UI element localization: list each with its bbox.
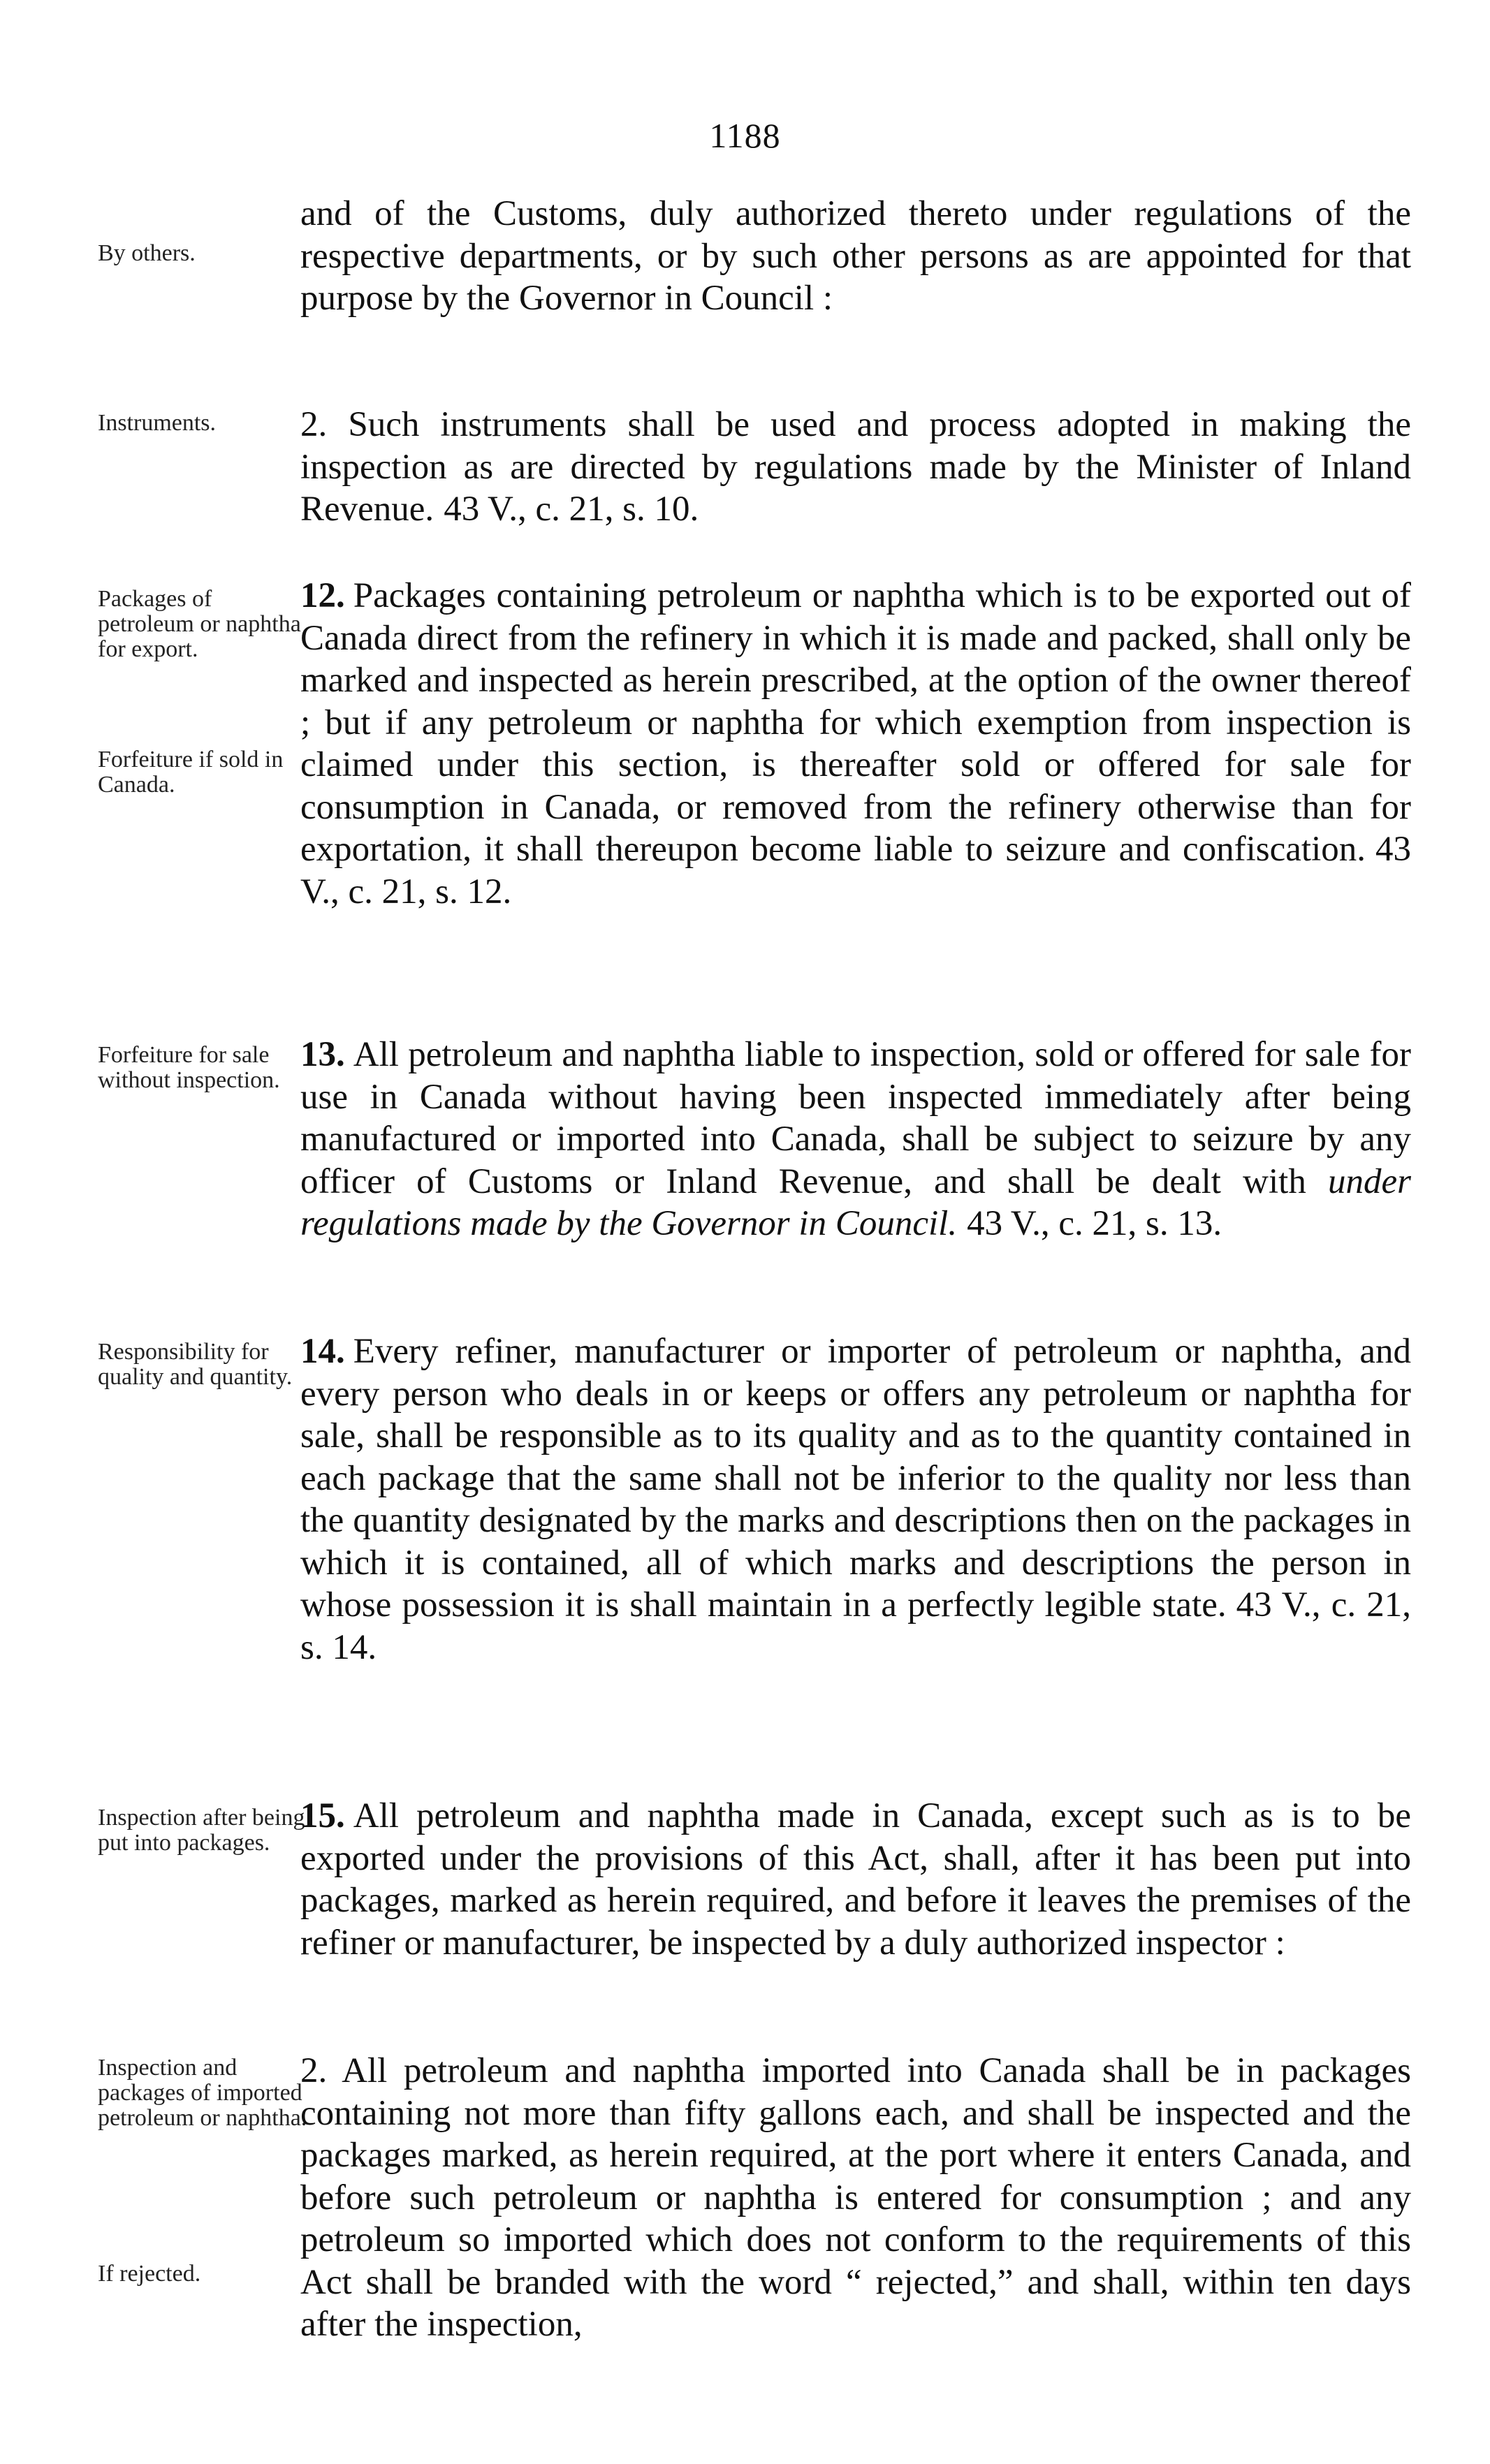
margin-note: Responsibility for quality and quantity. (98, 1339, 293, 1390)
paragraph (300, 404, 1411, 531)
section-number: 14. (300, 1332, 345, 1371)
paragraph-text: Every refiner, manufacturer or importer of petroleum or naphtha, and every person who deals in or keeps or offers any petroleum or naphtha for sale, shall be responsible as to its quality and as to the quantity contained in each package that the same shall not be inferior to the quality nor less than the quantity designated by the marks and descriptions then on the packages in which it is contained, all of which marks and descriptions the person in whose possession it is shall maintain in a perfectly legible state. (300, 1332, 1411, 1625)
margin-note: If rejected. (98, 2261, 201, 2287)
paragraph-text: Packages containing petroleum or naphtha which is to be exported out of Canada direct from the refinery in which it is made and packed, shall only be marked and inspected as herein prescribed, at the option of the owner thereof ; but if any petroleum or naphtha for which exemption from inspection is claimed under this section, is thereafter sold or offered for sale for consumption in Canada, or removed from the refinery otherwise than for exportation, it shall thereupon become liable to seizure and confiscation. (300, 576, 1411, 869)
citation: 43 V., c. 21, s. 12. (300, 830, 1411, 911)
paragraph-text: 2. All petroleum and naphtha imported into Canada shall be in packages containing not more than fifty gallons each, and shall be inspected and the packages marked, as herein required, at the port where it enters Canada, and before such petroleum or naphtha is entered for consumption ; and any petroleum so imported which does not conform to the requirements of this Act shall be branded with the word “ rejected,” and shall, within ten days after the inspection, (300, 2051, 1411, 2344)
citation: 43 V., c. 21, s. 14. (300, 1585, 1411, 1667)
margin-note: Inspection after being put into packages. (98, 1805, 305, 1856)
margin-note: Instruments. (98, 410, 217, 436)
margin-note: By others. (98, 240, 196, 266)
paragraph-text: All petroleum and naphtha liable to inspection, sold or offered for sale for use in Canada without having been inspected immediately after being manufactured or imported into Canada, shall be subject to seizure by any officer of Customs or Inland Revenue, and shall be dealt with (300, 1035, 1411, 1201)
section-number: 12. (300, 576, 345, 615)
paragraph (300, 1795, 1411, 1964)
margin-note: Packages of petroleum or naphtha for export. (98, 586, 301, 662)
italic-text: under regulations made by the Governor in Council. (300, 1161, 1412, 1243)
paragraph (300, 1034, 1411, 1245)
paragraph-text: and of the Customs, duly authorized thereto under regulations of the respective departments, or by such other persons as are appointed for that purpose by the Governor in Council : (300, 194, 1411, 318)
page-number: 1188 (709, 116, 781, 155)
section-number: 13. (300, 1035, 345, 1074)
paragraph (300, 1330, 1411, 1669)
paragraph (300, 2050, 1411, 2346)
paragraph-text: All petroleum and naphtha made in Canada, except such as is to be exported under the provisions of this Act, shall, after it has been put into packages, marked as herein required, and before it leaves the premises of the refiner or manufacturer, be inspected by a duly authorized inspector : (300, 1796, 1411, 1963)
paragraph-text: 2. Such instruments shall be used and process adopted in making the inspection as are directed by regulations made by the Minister of Inland Revenue. (300, 405, 1411, 529)
citation: 43 V., c. 21, s. 10. (444, 490, 699, 529)
paragraph (300, 193, 1411, 320)
citation: 43 V., c. 21, s. 13. (967, 1204, 1222, 1243)
margin-note: Inspection and packages of imported petroleum or naphtha. (98, 2055, 307, 2131)
section-number: 15. (300, 1796, 345, 1835)
margin-note: Forfeiture if sold in Canada. (98, 747, 284, 798)
paragraph (300, 575, 1411, 913)
margin-note: Forfeiture for sale without inspection. (98, 1042, 280, 1093)
